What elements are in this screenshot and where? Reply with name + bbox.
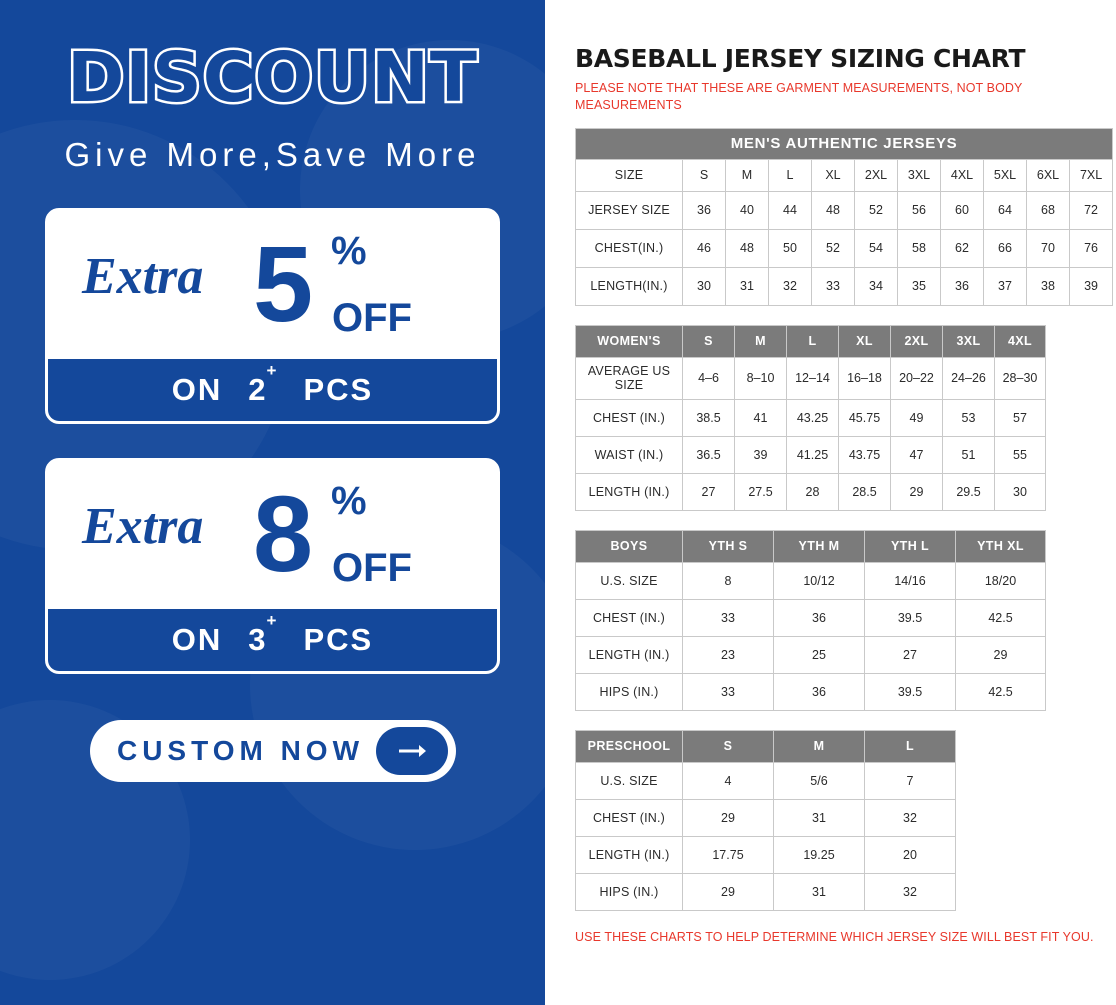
mens-header-4xl: 4XL: [941, 159, 984, 191]
table-cell: 46: [683, 229, 726, 267]
table-cell: 66: [984, 229, 1027, 267]
table-row: [576, 159, 1113, 191]
offer-2-pcs-label: PCS: [303, 622, 374, 658]
table-cell: 31: [726, 267, 769, 305]
table-cell: 31: [774, 799, 865, 836]
mens-row-jersey-size-label: JERSEY SIZE: [576, 191, 683, 229]
mens-header-5xl: 5XL: [984, 159, 1027, 191]
offer-1-quantity-value: 2: [248, 372, 267, 408]
table-cell: 57: [995, 399, 1046, 436]
table-cell: 18/20: [956, 562, 1046, 599]
offer-1-percent-number: 5: [253, 223, 314, 345]
boys-header-yth-m: YTH M: [774, 530, 865, 562]
mens-header-7xl: 7XL: [1070, 159, 1113, 191]
offer-2-quantity-value: 3: [248, 622, 267, 658]
table-cell: 28.5: [839, 473, 891, 510]
offer-2-off-label: OFF: [332, 546, 412, 591]
table-cell: 36.5: [683, 436, 735, 473]
boys-row-length-label: LENGTH (IN.): [576, 636, 683, 673]
boys-header-label: BOYS: [576, 530, 683, 562]
table-cell: 24–26: [943, 357, 995, 399]
table-row: [576, 325, 1046, 357]
table-cell: 29: [891, 473, 943, 510]
table-row: [576, 836, 956, 873]
table-row: [576, 229, 1113, 267]
table-cell: 51: [943, 436, 995, 473]
preschool-row-chest-label: CHEST (IN.): [576, 799, 683, 836]
offer-1-condition: [48, 359, 497, 421]
table-cell: 27: [865, 636, 956, 673]
boys-row-hips-label: HIPS (IN.): [576, 673, 683, 710]
mens-header-size: SIZE: [576, 159, 683, 191]
offer-1-off-label: OFF: [332, 296, 412, 341]
table-cell: 76: [1070, 229, 1113, 267]
table-cell: 36: [774, 673, 865, 710]
table-cell: 39: [1070, 267, 1113, 305]
table-cell: 68: [1027, 191, 1070, 229]
table-cell: 36: [683, 191, 726, 229]
table-cell: 28: [787, 473, 839, 510]
table-cell: 20–22: [891, 357, 943, 399]
table-cell: 42.5: [956, 673, 1046, 710]
boys-row-chest-label: CHEST (IN.): [576, 599, 683, 636]
offer-1-top: [48, 211, 497, 359]
table-cell: 55: [995, 436, 1046, 473]
table-cell: 27.5: [735, 473, 787, 510]
table-cell: 4–6: [683, 357, 735, 399]
mens-row-length-label: LENGTH(IN.): [576, 267, 683, 305]
table-cell: 64: [984, 191, 1027, 229]
table-cell: 48: [812, 191, 855, 229]
table-cell: 33: [683, 673, 774, 710]
mens-banner: MEN'S AUTHENTIC JERSEYS: [576, 128, 1113, 159]
table-row: [576, 673, 1046, 710]
mens-sizing-table: [575, 128, 1113, 306]
offer-2-top: [48, 461, 497, 609]
table-row: [576, 799, 956, 836]
mens-header-3xl: 3XL: [898, 159, 941, 191]
womens-header-m: M: [735, 325, 787, 357]
table-cell: 44: [769, 191, 812, 229]
preschool-row-hips-label: HIPS (IN.): [576, 873, 683, 910]
offer-2-percent-number: 8: [253, 473, 314, 595]
table-cell: 32: [865, 873, 956, 910]
table-cell: 28–30: [995, 357, 1046, 399]
table-cell: 33: [812, 267, 855, 305]
table-cell: 45.75: [839, 399, 891, 436]
table-cell: 17.75: [683, 836, 774, 873]
table-row: [576, 473, 1046, 510]
table-cell: 14/16: [865, 562, 956, 599]
womens-header-xl: XL: [839, 325, 891, 357]
table-cell: 5/6: [774, 762, 865, 799]
offer-1-quantity-plus: +: [266, 361, 278, 381]
offer-2-quantity-plus: +: [266, 611, 278, 631]
table-row: [576, 730, 956, 762]
table-cell: 52: [812, 229, 855, 267]
table-cell: 37: [984, 267, 1027, 305]
offer-1-on-label: ON: [171, 372, 223, 408]
table-row: [576, 357, 1046, 399]
sizing-charts-panel: [545, 0, 1116, 1005]
table-row: [576, 530, 1046, 562]
table-cell: 43.75: [839, 436, 891, 473]
womens-row-length-label: LENGTH (IN.): [576, 473, 683, 510]
mens-row-chest-label: CHEST(IN.): [576, 229, 683, 267]
table-banner-row: [576, 128, 1113, 159]
table-row: [576, 399, 1046, 436]
womens-row-us-size-label: AVERAGE US SIZE: [576, 357, 683, 399]
mens-header-s: S: [683, 159, 726, 191]
womens-sizing-table: [575, 325, 1046, 511]
mens-header-m: M: [726, 159, 769, 191]
offer-1-quantity: [248, 361, 278, 408]
table-cell: 36: [774, 599, 865, 636]
offer-card-2[interactable]: [45, 458, 500, 674]
table-cell: 16–18: [839, 357, 891, 399]
preschool-header-label: PRESCHOOL: [576, 730, 683, 762]
custom-now-label: CUSTOM NOW: [116, 735, 365, 767]
table-cell: 41.25: [787, 436, 839, 473]
table-row: [576, 436, 1046, 473]
arrow-right-icon: [376, 727, 448, 775]
table-cell: 38: [1027, 267, 1070, 305]
table-cell: 19.25: [774, 836, 865, 873]
preschool-row-length-label: LENGTH (IN.): [576, 836, 683, 873]
offer-2-condition: [48, 609, 497, 671]
chart-footer-note: USE THESE CHARTS TO HELP DETERMINE WHICH JERSEY SIZE WILL BEST FIT YOU.: [575, 929, 1094, 944]
boys-sizing-table: [575, 530, 1046, 711]
promo-tagline: Give More,Save More: [64, 136, 481, 174]
womens-header-2xl: 2XL: [891, 325, 943, 357]
table-cell: 27: [683, 473, 735, 510]
table-cell: 25: [774, 636, 865, 673]
offer-2-on-label: ON: [171, 622, 223, 658]
womens-row-waist-label: WAIST (IN.): [576, 436, 683, 473]
preschool-header-l: L: [865, 730, 956, 762]
table-row: [576, 873, 956, 910]
table-row: [576, 562, 1046, 599]
table-cell: 43.25: [787, 399, 839, 436]
boys-header-yth-l: YTH L: [865, 530, 956, 562]
table-cell: 41: [735, 399, 787, 436]
preschool-header-s: S: [683, 730, 774, 762]
preschool-header-m: M: [774, 730, 865, 762]
offer-1-pcs-label: PCS: [303, 372, 374, 408]
table-cell: 62: [941, 229, 984, 267]
table-cell: 8–10: [735, 357, 787, 399]
preschool-row-us-size-label: U.S. SIZE: [576, 762, 683, 799]
table-row: [576, 191, 1113, 229]
table-cell: 30: [995, 473, 1046, 510]
table-cell: 49: [891, 399, 943, 436]
table-cell: 20: [865, 836, 956, 873]
table-cell: 32: [769, 267, 812, 305]
table-cell: 39: [735, 436, 787, 473]
table-row: [576, 636, 1046, 673]
table-cell: 54: [855, 229, 898, 267]
table-cell: 38.5: [683, 399, 735, 436]
offer-2-quantity: [248, 611, 278, 658]
custom-now-button[interactable]: [90, 720, 456, 782]
womens-header-3xl: 3XL: [943, 325, 995, 357]
chart-disclaimer-note: PLEASE NOTE THAT THESE ARE GARMENT MEASUREMENTS, NOT BODY MEASUREMENTS: [575, 81, 1023, 112]
table-cell: 39.5: [865, 673, 956, 710]
table-cell: 34: [855, 267, 898, 305]
offer-2-percent-symbol: %: [331, 479, 367, 524]
chart-title: BASEBALL JERSEY SIZING CHART: [575, 44, 1026, 73]
table-cell: 4: [683, 762, 774, 799]
table-cell: 42.5: [956, 599, 1046, 636]
womens-header-l: L: [787, 325, 839, 357]
table-cell: 40: [726, 191, 769, 229]
mens-header-6xl: 6XL: [1027, 159, 1070, 191]
womens-header-4xl: 4XL: [995, 325, 1046, 357]
mens-header-l: L: [769, 159, 812, 191]
boys-row-us-size-label: U.S. SIZE: [576, 562, 683, 599]
table-cell: 72: [1070, 191, 1113, 229]
table-cell: 50: [769, 229, 812, 267]
table-cell: 29: [683, 873, 774, 910]
table-cell: 53: [943, 399, 995, 436]
offer-2-extra-label: Extra: [82, 498, 204, 556]
offer-card-1[interactable]: [45, 208, 500, 424]
table-cell: 60: [941, 191, 984, 229]
boys-header-yth-s: YTH S: [683, 530, 774, 562]
table-cell: 36: [941, 267, 984, 305]
table-cell: 31: [774, 873, 865, 910]
table-cell: 48: [726, 229, 769, 267]
table-row: [576, 267, 1113, 305]
preschool-sizing-table: [575, 730, 956, 911]
womens-row-chest-label: CHEST (IN.): [576, 399, 683, 436]
offer-1-extra-label: Extra: [82, 248, 204, 306]
table-cell: 30: [683, 267, 726, 305]
table-cell: 12–14: [787, 357, 839, 399]
table-cell: 33: [683, 599, 774, 636]
table-row: [576, 762, 956, 799]
table-cell: 47: [891, 436, 943, 473]
table-cell: 39.5: [865, 599, 956, 636]
table-cell: 58: [898, 229, 941, 267]
womens-header-s: S: [683, 325, 735, 357]
womens-header-label: WOMEN'S: [576, 325, 683, 357]
table-cell: 35: [898, 267, 941, 305]
table-cell: 10/12: [774, 562, 865, 599]
table-cell: 29: [683, 799, 774, 836]
mens-header-2xl: 2XL: [855, 159, 898, 191]
table-cell: 32: [865, 799, 956, 836]
offer-1-percent-symbol: %: [331, 229, 367, 274]
table-cell: 29: [956, 636, 1046, 673]
table-row: [576, 599, 1046, 636]
table-cell: 23: [683, 636, 774, 673]
table-cell: 56: [898, 191, 941, 229]
discount-promo-panel: [0, 0, 545, 1005]
table-cell: 52: [855, 191, 898, 229]
table-cell: 29.5: [943, 473, 995, 510]
mens-header-xl: XL: [812, 159, 855, 191]
boys-header-yth-xl: YTH XL: [956, 530, 1046, 562]
discount-title: DISCOUNT: [67, 38, 478, 118]
table-cell: 70: [1027, 229, 1070, 267]
table-cell: 8: [683, 562, 774, 599]
table-cell: 7: [865, 762, 956, 799]
